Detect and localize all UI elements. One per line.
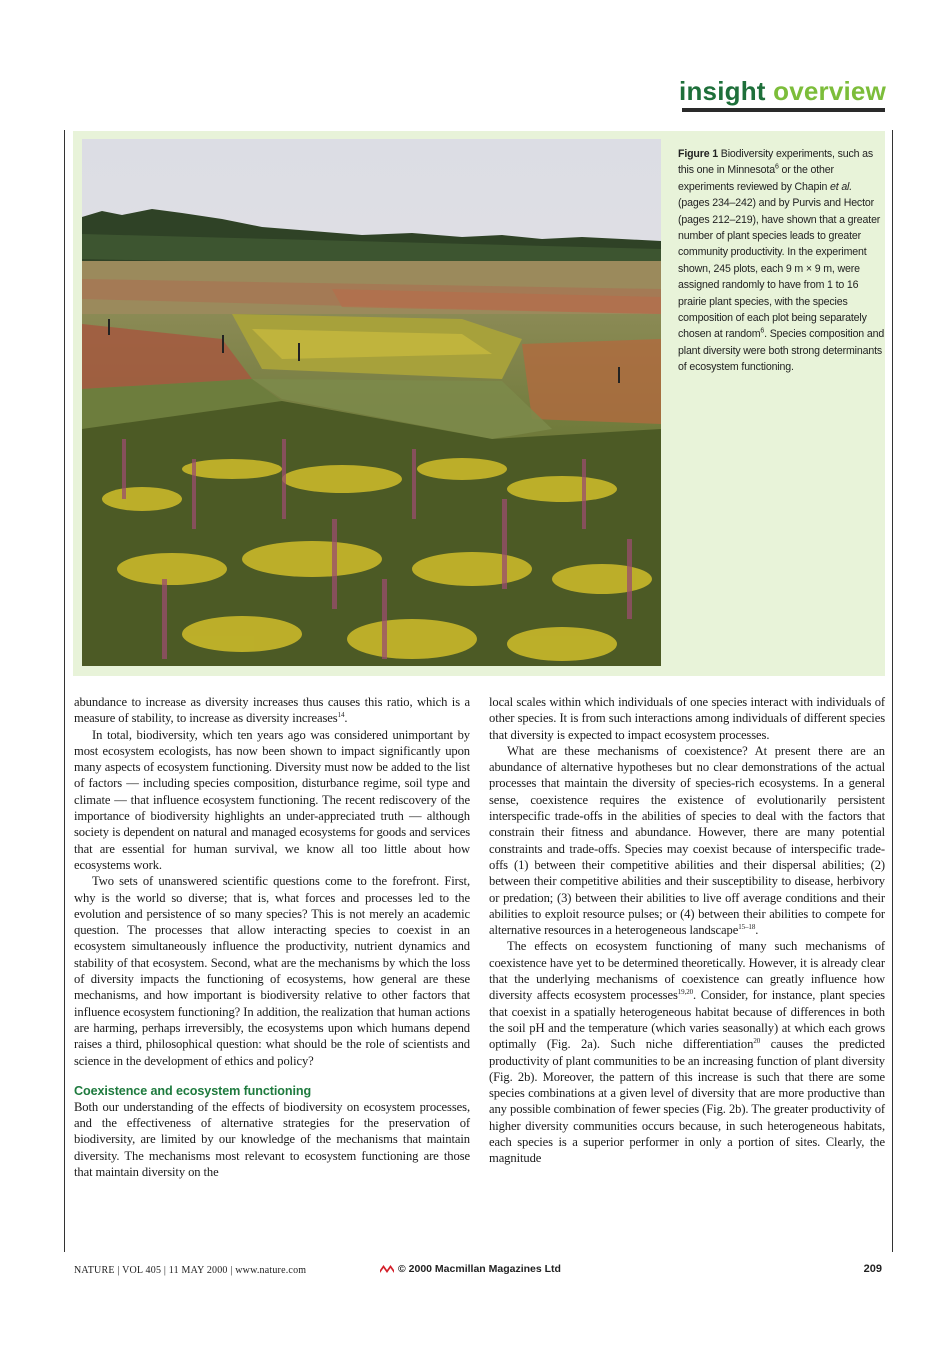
left-margin-rule bbox=[64, 130, 65, 1252]
figure-caption bbox=[678, 146, 886, 376]
citation-ref: 6 bbox=[760, 327, 765, 335]
page-footer bbox=[74, 1262, 886, 1282]
body-paragraph bbox=[74, 694, 470, 727]
figure-label: Figure 1 bbox=[678, 148, 719, 160]
left-column bbox=[74, 694, 470, 1180]
body-paragraph bbox=[489, 743, 885, 939]
paragraph-text: . bbox=[755, 923, 759, 938]
body-paragraph bbox=[489, 938, 885, 1166]
copyright-notice bbox=[380, 1263, 561, 1275]
caption-text-2: or the other experiments reviewed by Chapin bbox=[678, 164, 834, 193]
body-paragraph: In total, biodiversity, which ten years ago was considered unimportant by most ecosystem ecologists, has now been shown to impact significantly upon many aspects of ecosystem functioning. Diversity must now be added to the list of factors — including species composition, disturbance regime, soil type and climate — that influence ecosystem functioning. The recent rediscovery of the importance of biodiversity highlights an under-appreciated truth — although society is dependent on natural and managed ecosystems for goods and services that are essential for human survival, we know all too little about how ecosystems work. bbox=[74, 727, 470, 872]
body-paragraph: Both our understanding of the effects of biodiversity on ecosystem processes, and the effectiveness of alternative strategies for the preservation of biodiversity, are limited by our knowledge of the mechanisms that maintain diversity. The mechanisms most relevant to ecosystem functioning are those that maintain diversity on the bbox=[74, 1099, 470, 1180]
page-number: 209 bbox=[863, 1263, 882, 1275]
citation-ref: 19,20 bbox=[677, 988, 694, 997]
prairie-photo bbox=[82, 139, 661, 666]
caption-text-4: . Species composition and plant diversity were both strong determinants of ecosystem functioning. bbox=[678, 328, 885, 374]
body-paragraph: Two sets of unanswered scientific questions come to the forefront. First, why is the world so diverse; that is, what forces and processes led to the evolution and persistence of so many species? This is not merely an academic question. The processes that allow interacting species to coexist in an ecosystem simultaneously influence the productivity, nutrient dynamics and stability of that ecosystem. Second, what are the mechanisms by which the loss of diversity impacts the functioning of ecosystems, how general are these mechanisms, and how important is biodiversity relative to other factors that influence ecosystem functioning? In addition, the realization that human actions are harming, perhaps irreversibly, the ecosystems upon which humans depend raises a third, philosophical question: what should be the role of scientists and science in the development of ethics and policy? bbox=[74, 874, 470, 1068]
paragraph-text: The effects on ecosystem functioning of many such mechanisms of coexistence have yet to be determined theoretically. However, it is already clear that the underlying mechanisms of coexistence can greatly influence how diversity affects ecosystem processes bbox=[489, 939, 885, 1003]
caption-text-1: Biodiversity experiments, such as this one in Minnesota bbox=[678, 148, 874, 177]
paragraph-text: causes the predicted productivity of plant communities to be an increasing function of plant diversity (Fig. 2b). Moreover, the pattern of this increase is such that there are some species combinations at a given level of diversity that are more productive than any possible combination of fewer species (Fig. 2b). The greater productivity of higher diversity communities occurs because, in such heterogeneous habitats, each species is a superior performer in only a portion of sites. Clearly, the magnitude bbox=[489, 1037, 886, 1166]
citation-ref: 20 bbox=[753, 1037, 761, 1046]
copyright-text: © 2000 Macmillan Magazines Ltd bbox=[398, 1263, 561, 1275]
right-margin-rule bbox=[892, 130, 893, 1252]
paragraph-text: abundance to increase as diversity increases thus causes this ratio, which is a measure of stability, to increase as diversity increases bbox=[74, 695, 470, 726]
paragraph-text: What are these mechanisms of coexistence? At present there are an abundance of alternative hypotheses but no clear demonstrations of the actual processes that maintain the diversity of species-rich ecosystems. In a general sense, coexistence requires the existence of evolutionarily persistent interspecific trade-offs in the abilities of species to deal with the factors that constrain their fitness and abundance. However, there are many potential constraints and trade-offs. Species may coexist because of interspecific trade-offs (1) between their competitive abilities and their dispersal abilities; (2) between their competitive abilities and their susceptibility to disease, herbivory or predation; (3) between their abilities to live off average conditions and their abilities to exploit resource pulses; or (4) between their abilities to compete for alternative resources in a heterogeneous landscape bbox=[489, 743, 885, 938]
header-word-insight: insight bbox=[679, 76, 766, 106]
caption-text-3: (pages 234–242) and by Purvis and Hector (pages 212–219), have shown that a greater number of plant species leads to greater community productivity. In the experiment shown, 245 plots, each 9 m × 9 m, were assigned randomly to have from 1 to 16 prairie plant species, with the species composition of each plot being separately chosen at random bbox=[678, 197, 881, 341]
paragraph-text: . Consider, for instance, plant species that coexist in a spatially heterogeneous habitat because of differences in both the soil pH and the temperature (which varies seasonally) at which each grows optimally (Fig. 2a). Such niche differentiation bbox=[489, 988, 885, 1052]
journal-citation: NATURE | VOL 405 | 11 MAY 2000 | www.nature.com bbox=[74, 1265, 307, 1276]
header-rule bbox=[682, 108, 885, 112]
section-header bbox=[679, 76, 886, 106]
section-heading: Coexistence and ecosystem functioning bbox=[74, 1083, 312, 1098]
citation-ref: 15–18 bbox=[738, 922, 756, 931]
body-paragraph: local scales within which individuals of one species interact with individuals of other species. It is from such interactions among individuals of different species that diversity is expected to impact ecosystem processes. bbox=[489, 695, 885, 742]
paragraph-text: . bbox=[344, 711, 348, 726]
caption-etal: et al. bbox=[829, 180, 853, 193]
citation-ref: 14 bbox=[337, 711, 345, 720]
citation-ref: 6 bbox=[774, 163, 779, 171]
right-column bbox=[489, 694, 885, 1167]
macmillan-logo-icon bbox=[380, 1264, 394, 1275]
header-word-overview: overview bbox=[773, 76, 886, 106]
